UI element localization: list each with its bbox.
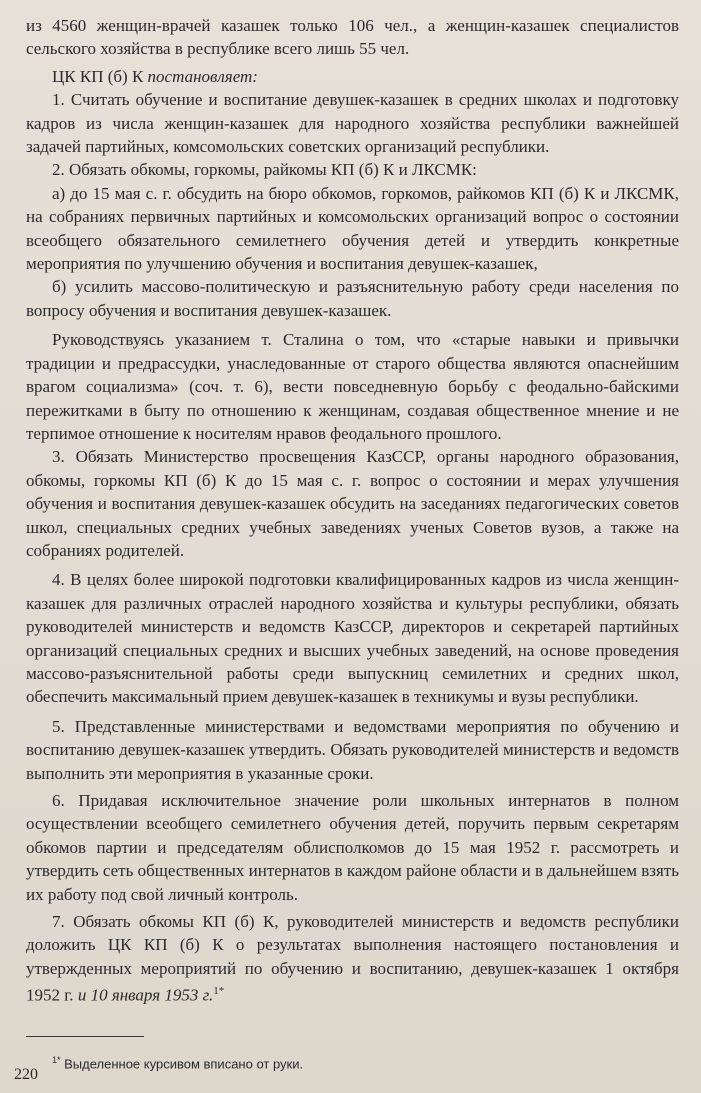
clause-2b: б) усилить массово-политическую и разъяснительную работу среди населения по вопросу обучения и воспитания девушек-казашек. (26, 277, 679, 320)
clause-3: 3. Обязать Министерство просвещения КазССР, органы народного образования, обкомы, горкомы КП (б) К до 15 мая с. г. вопрос о состоянии и мерах улучшения обучения и воспитания девушек-казашек обсудить на заседаниях педагогических советов школ, специальных средних учебных заведениях ученых Советов вузов, а также на собраниях родителей. (26, 447, 679, 560)
clause-4: 4. В целях более широкой подготовки квалифицированных кадров из числа женщин-казашек для различных отраслей народного хозяйства и культуры республики, обязать руководителей министерств и ведомств КазССР, директоров и секретарей партийных организаций специальных средних и высших учебных заведений, на основе проведения массово-разъяснительной работы среди выпускниц семилетних и средних школ, обеспечить максимальный прием девушек-казашек в техникумы и вузы республики. (26, 570, 679, 707)
clause-7 (26, 910, 679, 1007)
clause-2c: Руководствуясь указанием т. Сталина о том, что «старые навыки и привычки традиции и предрассудки, унаследованные от старого общества являются опаснейшим врагом социализма» (соч. т. 6), вести повседневную борьбу с феодально-байскими пережитками в быту по отношению к женщинам, создавая общественное мнение и не терпимое отношение к носителям нравов феодального прошлого. (26, 330, 679, 443)
clause-5: 5. Представленные министерствами и ведомствами мероприятия по обучению и воспитанию девушек-казашек утвердить. Обязать руководителей министерств и ведомств выполнить эти мероприятия в указанные сроки. (26, 716, 679, 783)
clause-1: 1. Считать обучение и воспитание девушек-казашек в средних школах и подготовку кадров из числа женщин-казашек для народного хозяйства республики важнейшей задачей партийных, комсомольских советских организаций республики. (26, 90, 679, 157)
footnote-ref[interactable]: 1* (213, 985, 225, 998)
clause-7-text: 7. Обязать обкомы КП (б) К, руководителей министерств и ведомств республики доложить ЦК КП (б) К о результатах выполнения настоящего постановления и утвержденных мероприятий по обучению и воспитанию, девушек-казашек 1 октября 1952 г. (26, 912, 679, 1005)
continued-paragraph: из 4560 женщин-врачей казашек только 106 чел., а женщин-казашек специалистов сельского хозяйства в республике всего лишь 55 чел. (26, 16, 679, 59)
clause-7-handwritten: и 10 января 1953 г. (77, 985, 214, 1005)
clause-2a: а) до 15 мая с. г. обсудить на бюро обкомов, горкомов, райкомов КП (б) К и ЛКСМК, на собраниях первичных партийных и комсомольских организаций вопрос о состоянии всеобщего обязательного семилетнего обучения детей и утвердить конкретные мероприятия по улучшению обучения и воспитания девушек-казашек, (26, 183, 679, 274)
footnote (52, 1052, 303, 1072)
footnote-marker: 1* (52, 1055, 61, 1065)
page-number: 220 (14, 1066, 38, 1083)
footnote-text: Выделенное курсивом вписано от руки. (60, 1056, 304, 1072)
clause-2: 2. Обязать обкомы, горкомы, райкомы КП (б) К и ЛКСМК: (52, 160, 477, 180)
footnote-divider (26, 1036, 144, 1037)
resolution-intro-text: ЦК КП (б) К (52, 66, 148, 86)
resolution-intro (26, 65, 679, 88)
clause-6: 6. Придавая исключительное значение роли школьных интернатов в полном осуществлении всеобщего семилетнего обучения детей, поручить первым секретарям обкомов партии и председателям облисполкомов до 15 мая 1952 г. рассмотреть и утвердить сеть общественных интернатов в каждом районе области и в дальнейшем взять их работу под свой личный контроль. (26, 791, 679, 904)
resolution-intro-italic: постановляет: (147, 66, 258, 86)
